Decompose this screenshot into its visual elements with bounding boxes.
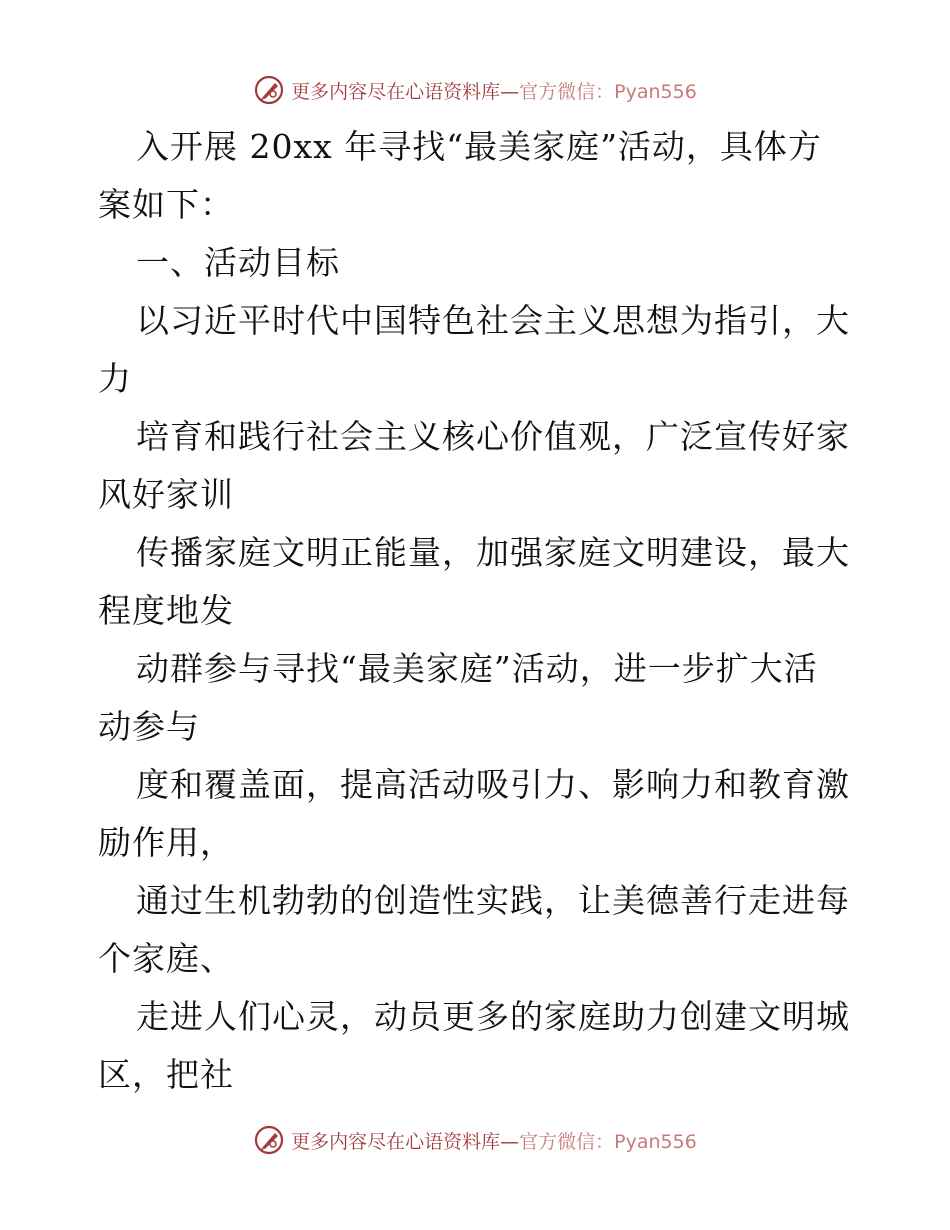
- header-banner-wechat: 官方微信：Pyan556: [519, 80, 697, 103]
- paragraph-line: 区，把社: [98, 1055, 234, 1094]
- paragraph-line: 励作用，: [98, 823, 234, 862]
- paragraph-line: 通过生机勃勃的创造性实践，让美德善行走进每: [136, 881, 850, 920]
- paragraph-line: 培育和践行社会主义核心价值观，广泛宣传好家: [136, 417, 850, 456]
- paragraph-line: 入开展 20xx 年寻找“最美家庭”活动，具体方: [136, 127, 822, 166]
- paragraph-line: 程度地发: [98, 591, 234, 630]
- paragraph-line: 个家庭、: [98, 939, 234, 978]
- paragraph-line: 动参与: [98, 707, 200, 746]
- paragraph-line: 以习近平时代中国特色社会主义思想为指引，大: [136, 301, 850, 340]
- header-banner-main: 更多内容尽在心语资料库—: [291, 80, 520, 103]
- footer-banner-text: [291, 1127, 697, 1154]
- paragraph-line: 度和覆盖面，提高活动吸引力、影响力和教育激: [136, 765, 850, 804]
- quill-pen-logo-icon: [253, 74, 285, 106]
- paragraph-line: 走进人们心灵，动员更多的家庭助力创建文明城: [136, 997, 850, 1036]
- paragraph-line: 力: [98, 359, 132, 398]
- document-body: [98, 118, 858, 1104]
- paragraph-line: 传播家庭文明正能量，加强家庭文明建设，最大: [136, 533, 850, 572]
- header-banner-text: [291, 77, 697, 104]
- quill-pen-logo-icon: [253, 1124, 285, 1156]
- footer-banner-wechat: 官方微信：Pyan556: [519, 1130, 697, 1153]
- header-banner: [0, 70, 950, 110]
- paragraph-line: 风好家训: [98, 475, 234, 514]
- paragraph-line: 案如下：: [98, 185, 234, 224]
- paragraph-line: 一、活动目标: [136, 243, 340, 282]
- footer-banner: [0, 1120, 950, 1160]
- footer-banner-main: 更多内容尽在心语资料库—: [291, 1130, 520, 1153]
- paragraph-line: 动群参与寻找“最美家庭”活动，进一步扩大活: [136, 649, 818, 688]
